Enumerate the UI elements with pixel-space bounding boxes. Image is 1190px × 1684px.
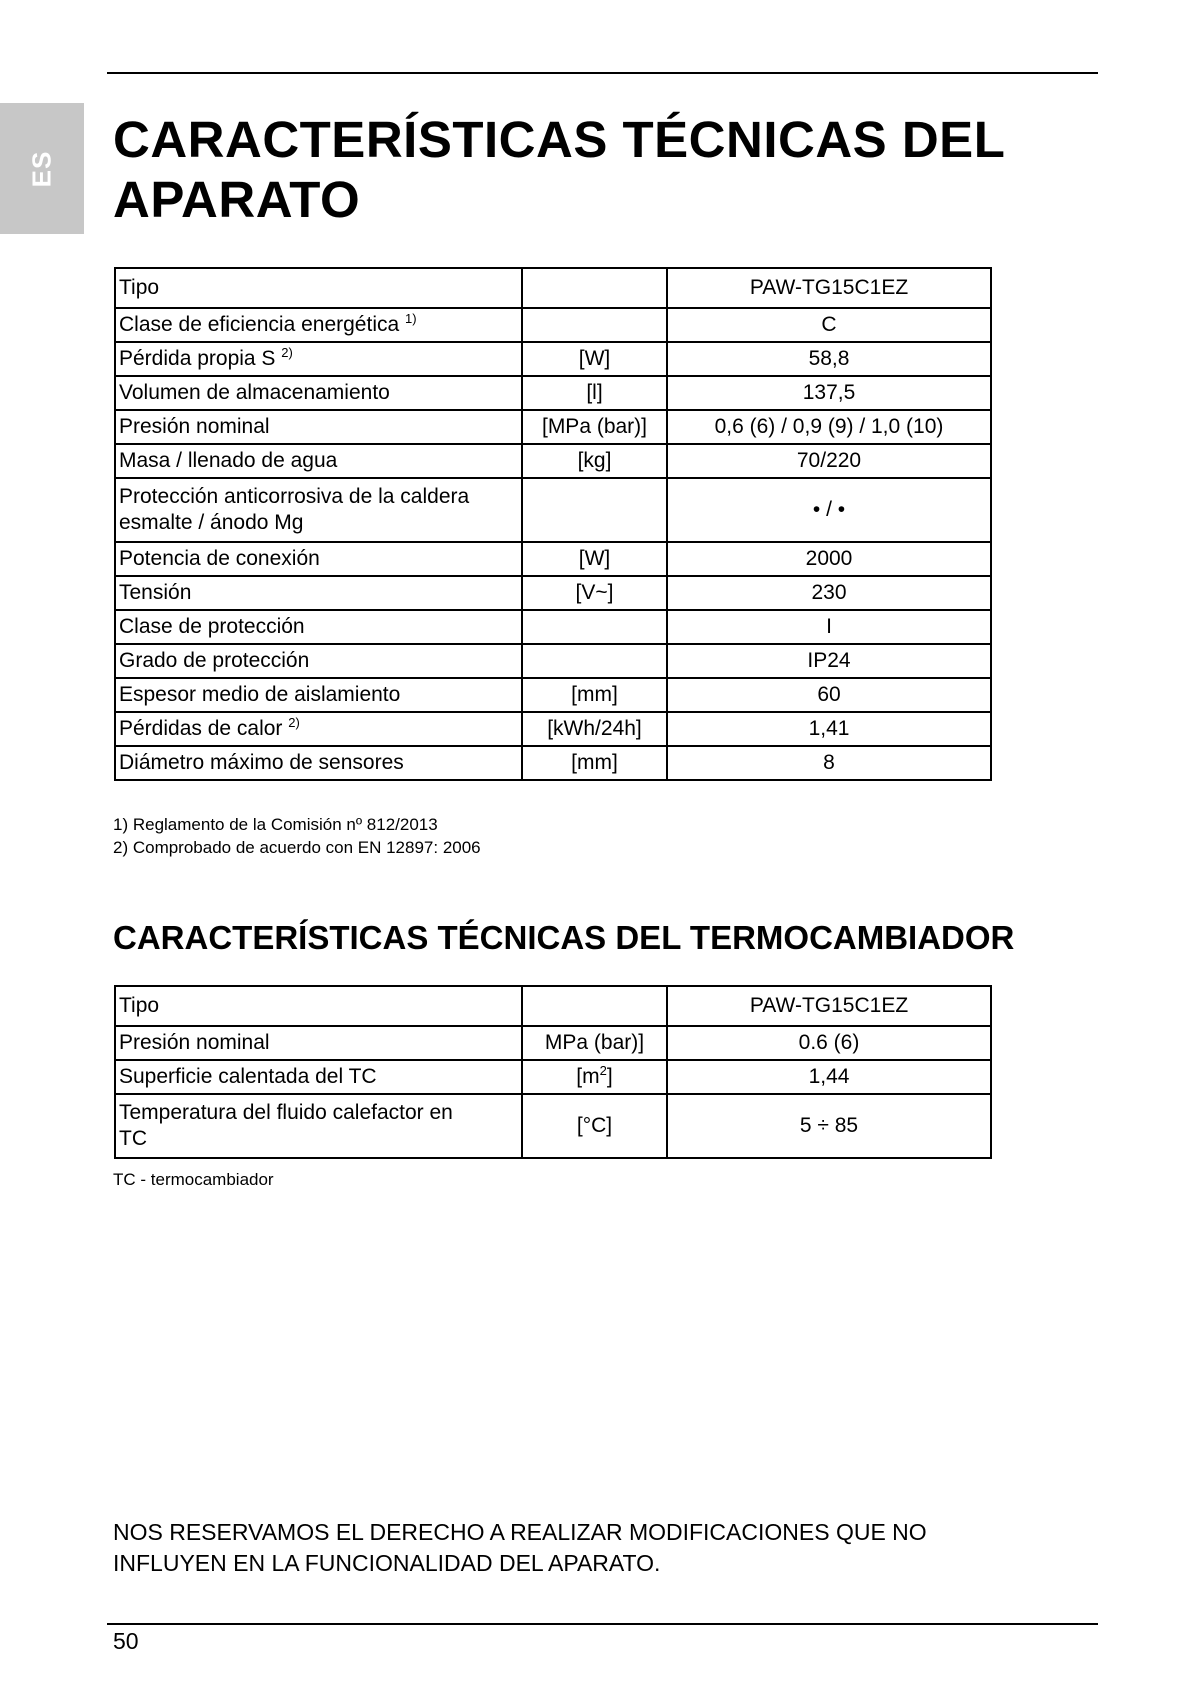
spec-value: 0,6 (6) / 0,9 (9) / 1,0 (10)	[667, 410, 991, 444]
spec-label: Volumen de almacenamiento	[115, 376, 522, 410]
spec-label: Pérdidas de calor $^{2)}$	[115, 712, 522, 746]
spec-value: 8	[667, 746, 991, 780]
spec-unit	[522, 268, 667, 308]
spec-value: PAW-TG15C1EZ	[667, 986, 991, 1026]
spec-unit: [mm]	[522, 678, 667, 712]
spec-unit: MPa (bar)]	[522, 1026, 667, 1060]
table-row	[115, 746, 991, 780]
table-row	[115, 1094, 991, 1158]
spec-value: 1,41	[667, 712, 991, 746]
spec-label: Protección anticorrosiva de la caldera esmalte / ánodo Mg	[115, 478, 522, 542]
spec-value: 70/220	[667, 444, 991, 478]
spec-label: Superficie calentada del TC	[115, 1060, 522, 1094]
spec-unit	[522, 644, 667, 678]
page-number: 50	[113, 1628, 139, 1654]
disclaimer-line-2: INFLUYEN EN LA FUNCIONALIDAD DEL APARATO.	[113, 1550, 661, 1576]
table-row	[115, 342, 991, 376]
table-row	[115, 376, 991, 410]
table-row	[115, 712, 991, 746]
table-row	[115, 444, 991, 478]
spec-label: Clase de eficiencia energética $^{1)}$	[115, 308, 522, 342]
spec-value: 1,44	[667, 1060, 991, 1094]
exchanger-note	[113, 1168, 274, 1191]
table-row	[115, 542, 991, 576]
spec-unit: [l]	[522, 376, 667, 410]
spec-label: Clase de protección	[115, 610, 522, 644]
spec-value: 2000	[667, 542, 991, 576]
footnote-2: 2) Comprobado de acuerdo con EN 12897: 2006	[113, 838, 481, 857]
spec-unit: [kWh/24h]	[522, 712, 667, 746]
spec-unit	[522, 986, 667, 1026]
spec-label: Temperatura del fluido calefactor en TC	[115, 1094, 522, 1158]
table-row	[115, 576, 991, 610]
spec-label: Tipo	[115, 986, 522, 1026]
table-row	[115, 1026, 991, 1060]
spec-label: Espesor medio de aislamiento	[115, 678, 522, 712]
table-row	[115, 986, 991, 1026]
footnote-1: 1) Reglamento de la Comisión nº 812/2013	[113, 815, 438, 834]
spec-value: 137,5	[667, 376, 991, 410]
table-row	[115, 478, 991, 542]
spec-value: 0.6 (6)	[667, 1026, 991, 1060]
spec-value: I	[667, 610, 991, 644]
bottom-rule	[107, 1623, 1098, 1625]
spec-label: Presión nominal	[115, 1026, 522, 1060]
spec-label: Grado de protección	[115, 644, 522, 678]
exchanger-note-text: TC - termocambiador	[113, 1170, 274, 1189]
disclaimer-line-1: NOS RESERVAMOS EL DERECHO A REALIZAR MODIFICACIONES QUE NO	[113, 1519, 927, 1545]
footnote-ref: 2)	[288, 715, 300, 730]
spec-value: • / •	[667, 478, 991, 542]
language-tab	[0, 103, 84, 234]
table-row	[115, 308, 991, 342]
spec-label: Pérdida propia S $^{2)}$	[115, 342, 522, 376]
language-tab-label: ES	[26, 150, 57, 187]
table-row	[115, 268, 991, 308]
table-row	[115, 1060, 991, 1094]
spec-value: C	[667, 308, 991, 342]
spec-label: Presión nominal	[115, 410, 522, 444]
footnotes	[113, 813, 481, 859]
spec-value: 60	[667, 678, 991, 712]
page-title-line-1: CARACTERÍSTICAS TÉCNICAS DEL	[113, 111, 1006, 168]
spec-value: IP24	[667, 644, 991, 678]
page-title	[113, 110, 1005, 230]
section-title-exchanger: CARACTERÍSTICAS TÉCNICAS DEL TERMOCAMBIADOR	[113, 919, 1015, 956]
spec-label: Tensión	[115, 576, 522, 610]
spec-unit: [MPa (bar)]	[522, 410, 667, 444]
spec-unit: [W]	[522, 542, 667, 576]
disclaimer	[113, 1517, 927, 1579]
spec-label: Masa / llenado de agua	[115, 444, 522, 478]
spec-unit: [°C]	[522, 1094, 667, 1158]
spec-unit: [W]	[522, 342, 667, 376]
spec-unit	[522, 610, 667, 644]
unit-exponent: 2	[599, 1063, 607, 1078]
page-title-line-2: APARATO	[113, 171, 361, 228]
top-rule	[107, 72, 1098, 74]
spec-value: 58,8	[667, 342, 991, 376]
footnote-ref: 2)	[281, 345, 293, 360]
exchanger-spec-table	[114, 985, 992, 1159]
spec-value: 230	[667, 576, 991, 610]
spec-unit	[522, 308, 667, 342]
spec-unit: [kg]	[522, 444, 667, 478]
table-row	[115, 678, 991, 712]
device-spec-table	[114, 267, 992, 781]
spec-unit	[522, 478, 667, 542]
spec-label: Diámetro máximo de sensores	[115, 746, 522, 780]
spec-value: PAW-TG15C1EZ	[667, 268, 991, 308]
spec-label: Potencia de conexión	[115, 542, 522, 576]
spec-value: 5 ÷ 85	[667, 1094, 991, 1158]
spec-unit: $[m^2]$	[522, 1060, 667, 1094]
spec-unit: [mm]	[522, 746, 667, 780]
spec-unit: [V~]	[522, 576, 667, 610]
table-row	[115, 610, 991, 644]
table-row	[115, 410, 991, 444]
table-row	[115, 644, 991, 678]
footnote-ref: 1)	[405, 311, 417, 326]
spec-label: Tipo	[115, 268, 522, 308]
